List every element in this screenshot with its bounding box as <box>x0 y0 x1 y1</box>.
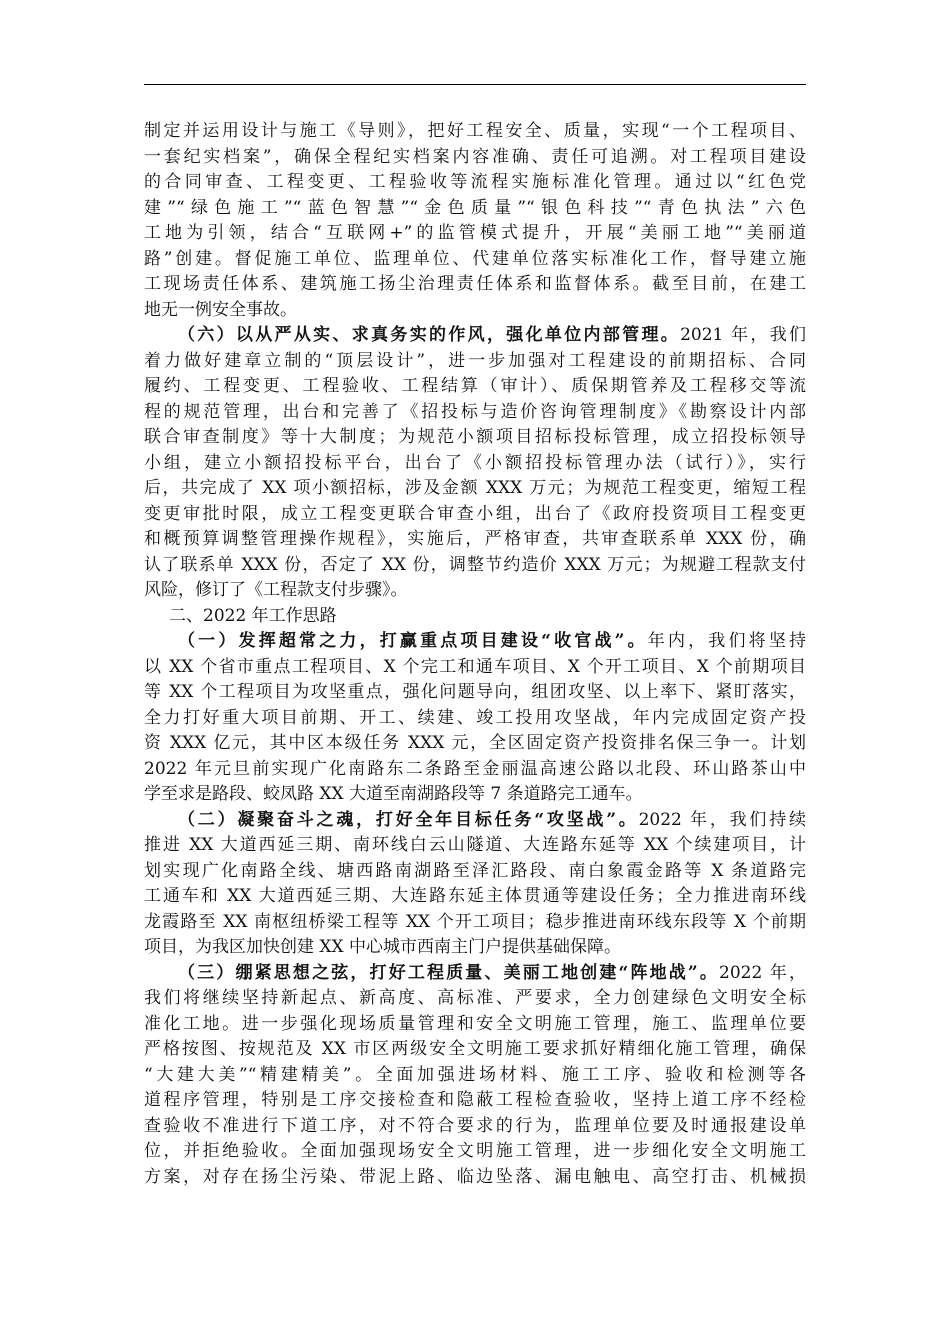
paragraph-heading: （二）凝聚奋斗之魂，打好全年目标任务“攻坚战”。 <box>178 809 639 830</box>
text-line: 资 XXX 亿元，其中区本级任务 XXX 元，全区固定资产投资排名保三争一。计划 <box>144 733 806 753</box>
text-line: 我们将继续坚持新起点、新高度、高标准、严要求，全力创建绿色文明安全标 <box>144 988 806 1008</box>
paragraph-heading: （三）绷紧思想之弦，打好工程质量、美丽工地创建“阵地战”。 <box>178 962 720 983</box>
paragraph-heading: （一）发挥超常之力，打赢重点项目建设“收官战”。 <box>178 631 648 651</box>
document-body <box>144 119 806 1190</box>
text-line: “大建大美”“精建精美”。全面加强进场材料、施工工序、验收和检测等各 <box>144 1064 806 1085</box>
text-line: 学至求是路段、蛟凤路 XX 大道至南湖路段等 7 条道路完工通车。 <box>144 784 643 804</box>
text-line: 的合同审查、工程变更、工程验收等流程实施标准化管理。通过以“红色党 <box>144 172 806 192</box>
text-line: 准化工地。进一步强化现场质量管理和安全文明施工管理，施工、监理单位要 <box>144 1013 806 1034</box>
text-line: 建”“绿色施工”“蓝色智慧”“金色质量”“银色科技”“青色执法”六色 <box>144 197 806 218</box>
section-heading: 二、2022 年工作思路 <box>169 605 337 626</box>
text-line: 工地为引领，结合“互联网+”的监管模式提升，开展“美丽工地”“美丽道 <box>144 223 806 243</box>
text-line <box>144 629 806 655</box>
text-line: 2022 年元旦前实现广化南路东二条路至金丽温高速公路以北段、环山路茶山中 <box>144 758 806 779</box>
text-line: 后，共完成了 XX 项小额招标，涉及金额 XXX 万元；为规范工程变更，缩短工程 <box>144 478 806 498</box>
text-line: 项目，为我区加快创建 XX 中心城市西南主门户提供基础保障。 <box>144 937 622 957</box>
text-line: 全力打好重大项目前期、开工、续建、竣工投用攻坚战，年内完成固定资产投 <box>144 707 806 728</box>
paragraph-annual-targets <box>144 808 806 961</box>
text-line <box>144 323 806 349</box>
text-line: 划实现广化南路全线、塘西路南湖路至泽汇路段、南白象霞金路等 X 条道路完 <box>144 860 806 881</box>
text-line: 联合审查制度》等十大制度；为规范小额项目招标投标管理，成立招投标领导 <box>144 427 806 447</box>
paragraph-internal-management <box>144 323 806 604</box>
paragraph-standardization <box>144 119 806 323</box>
paragraph-quality-sites <box>144 961 806 1191</box>
text-line: 程的规范管理，出台和完善了《招投标与造价咨询管理制度》《勘察设计内部 <box>144 401 806 422</box>
text-span: 2021 年，我们 <box>680 325 807 345</box>
text-line: 着力做好建章立制的“顶层设计”，进一步加强对工程建设的前期招标、合同 <box>144 350 806 371</box>
text-line: 推进 XX 大道西延三期、南环线白云山隧道、大连路东延等 XX 个续建项目，计 <box>144 835 806 855</box>
text-line: 制定并运用设计与施工《导则》，把好工程安全、质量，实现“一个工程项目、 <box>144 121 806 141</box>
text-line: 工现场责任体系、建筑施工扬尘治理责任体系和监督体系。截至目前，在建工 <box>144 274 806 294</box>
text-line: 变更审批时限，成立工程变更联合审查小组，出台了《政府投资项目工程变更 <box>144 503 806 524</box>
text-line: 工通车和 XX 大道西延三期、大连路东延主体贯通等建设任务；全力推进南环线 <box>144 886 806 906</box>
text-line: 位，并拒绝验收。全面加强现场安全文明施工管理，进一步细化安全文明施工 <box>144 1141 806 1161</box>
text-span: 2022 年， <box>719 962 806 983</box>
text-line: 风险，修订了《工程款支付步骤》。 <box>144 580 408 600</box>
paragraph-key-projects <box>144 629 806 808</box>
text-line: 道程序管理，特别是工序交接检查和隐蔽工程检查验收，坚持上道工序不经检 <box>144 1090 806 1110</box>
header-rule <box>144 84 806 85</box>
text-line: 严格按图、按规范及 XX 市区两级安全文明施工要求抓好精细化施工管理，确保 <box>144 1039 806 1059</box>
text-line: 一套纪实档案”，确保全程纪实档案内容准确、责任可追溯。对工程项目建设 <box>144 146 806 167</box>
text-line <box>144 961 806 987</box>
text-line: 以 XX 个省市重点工程项目、X 个完工和通车项目、X 个开工项目、X 个前期项目 <box>144 656 806 677</box>
text-line: 等 XX 个工程项目为攻坚重点，强化问题导向，组团攻坚、以上率下、紧盯落实， <box>144 682 806 702</box>
text-line: 龙霞路至 XX 南枢纽桥梁工程等 XX 个开工项目；稳步推进南环线东段等 X 个前期 <box>144 911 806 932</box>
text-line: 认了联系单 XXX 份，否定了 XX 份，调整节约造价 XXX 万元；为规避工程款支付 <box>144 554 806 575</box>
text-line: 小组，建立小额招投标平台，出台了《小额招投标管理办法（试行）》，实行 <box>144 452 806 473</box>
text-line: 履约、工程变更、工程验收、工程结算（审计）、质保期管养及工程移交等流 <box>144 376 806 396</box>
text-span: 年内，我们将坚持 <box>647 631 806 651</box>
text-line: 地无一例安全事故。 <box>144 299 297 320</box>
text-line <box>144 808 806 834</box>
paragraph-heading: （六）以从严从实、求真务实的作风，强化单位内部管理。 <box>178 325 681 345</box>
text-line: 查验收不准进行下道工序，对不符合要求的行为，监理单位要及时通报建设单 <box>144 1115 806 1136</box>
text-line: 路”创建。督促施工单位、监理单位、代建单位落实标准化工作，督导建立施 <box>144 248 806 269</box>
text-span: 2022 年，我们持续 <box>638 809 806 830</box>
text-line: 和概预算调整管理操作规程》，实施后，严格审查，共审查联系单 XXX 份，确 <box>144 529 806 549</box>
text-line: 方案，对存在扬尘污染、带泥上路、临边坠落、漏电触电、高空打击、机械损 <box>144 1166 806 1187</box>
